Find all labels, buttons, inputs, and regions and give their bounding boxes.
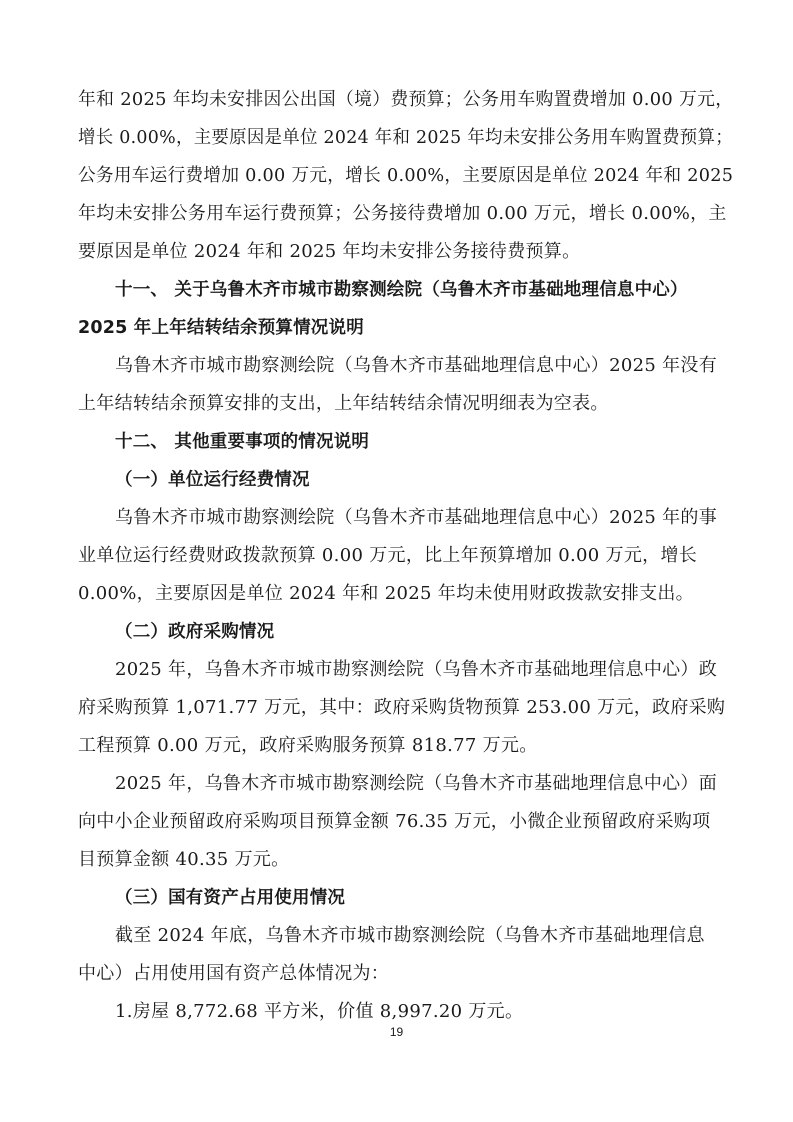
paragraph-line: 上年结转结余预算安排的支出，上年结转结余情况明细表为空表。	[78, 393, 609, 414]
paragraph-line: 2025 年，乌鲁木齐市城市勘察测绘院（乌鲁木齐市基础地理信息中心）政	[115, 659, 718, 680]
paragraph-line: 乌鲁木齐市城市勘察测绘院（乌鲁木齐市基础地理信息中心）2025 年的事	[115, 507, 718, 528]
paragraph-line: 年均未安排公务用车运行费预算；公务接待费增加 0.00 万元，增长 0.00%，主	[78, 203, 727, 224]
paragraph-line: 年和 2025 年均未安排因公出国（境）费预算；公务用车购置费增加 0.00 万元，	[78, 89, 734, 110]
paragraph-line: 0.00%，主要原因是单位 2024 年和 2025 年均未使用财政拨款安排支出。	[78, 583, 694, 604]
subsection-heading-2: （二）政府采购情况	[115, 622, 275, 642]
subsection-heading-1: （一）单位运行经费情况	[115, 470, 310, 490]
paragraph-line: 1.房屋 8,772.68 平方米，价值 8,997.20 万元。	[115, 1001, 524, 1022]
paragraph-line: 要原因是单位 2024 年和 2025 年均未安排公务接待费预算。	[78, 241, 581, 262]
paragraph-line: 工程预算 0.00 万元，政府采购服务预算 818.77 万元。	[78, 735, 538, 756]
section-heading-12: 十二、 其他重要事项的情况说明	[115, 432, 370, 452]
paragraph-line: 公务用车运行费增加 0.00 万元，增长 0.00%，主要原因是单位 2024 年和 2025	[78, 165, 734, 186]
paragraph-line: 2025 年，乌鲁木齐市城市勘察测绘院（乌鲁木齐市基础地理信息中心）面	[115, 773, 718, 794]
section-heading-11-cont: 2025 年上年结转结余预算情况说明	[78, 318, 364, 338]
paragraph-line: 乌鲁木齐市城市勘察测绘院（乌鲁木齐市基础地理信息中心）2025 年没有	[115, 355, 718, 376]
paragraph-line: 向中小企业预留政府采购项目预算金额 76.35 万元，小微企业预留政府采购项	[78, 811, 711, 832]
subsection-heading-3: （三）国有资产占用使用情况	[115, 888, 346, 908]
paragraph-line: 中心）占用使用国有资产总体情况为：	[78, 963, 390, 984]
paragraph-line: 增长 0.00%，主要原因是单位 2024 年和 2025 年均未安排公务用车购置费预算；	[78, 127, 733, 148]
section-heading-11: 十一、 关于乌鲁木齐市城市勘察测绘院（乌鲁木齐市基础地理信息中心）	[115, 280, 688, 300]
page-number: 19	[389, 1025, 404, 1039]
paragraph-line: 截至 2024 年底，乌鲁木齐市城市勘察测绘院（乌鲁木齐市基础地理信息	[115, 925, 705, 946]
paragraph-line: 目预算金额 40.35 万元。	[78, 849, 290, 870]
paragraph-line: 业单位运行经费财政拨款预算 0.00 万元，比上年预算增加 0.00 万元，增长	[78, 545, 698, 566]
paragraph-line: 府采购预算 1,071.77 万元，其中：政府采购货物预算 253.00 万元，政府采购	[78, 697, 726, 718]
